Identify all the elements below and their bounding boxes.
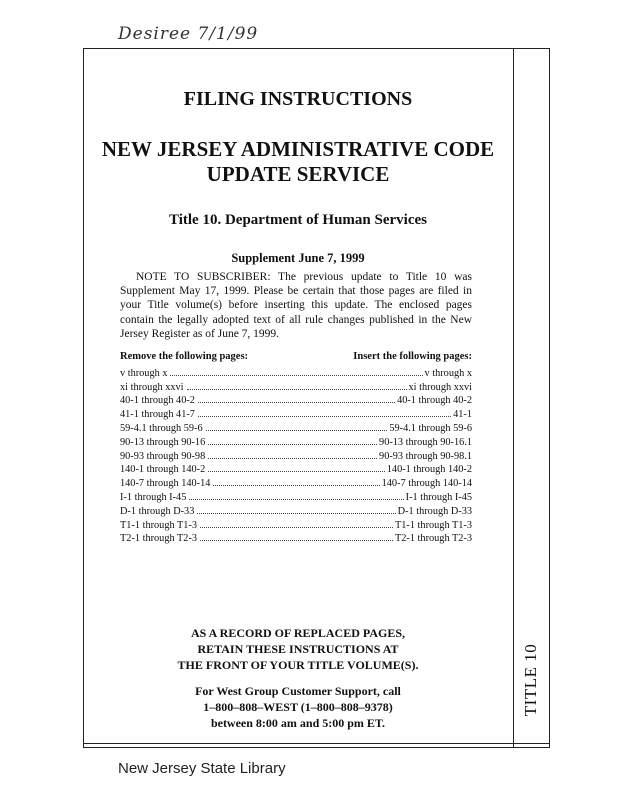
insert-range: I-1 through I-45: [405, 491, 472, 503]
table-row: [120, 517, 472, 531]
remove-header: Remove the following pages:: [120, 351, 249, 362]
remove-range: 140-1 through 140-2: [120, 464, 206, 476]
insert-range: 140-7 through 140-14: [381, 478, 472, 490]
subscriber-note: NOTE TO SUBSCRIBER: The previous update to Title 10 was Supplement May 17, 1999. Please be certain that those pages are filed in your Title volume(s) before inserting this update. The enclosed pages contain the legally adopted text of all rule changes published in the New Jersey Register as of June 7, 1999.: [120, 271, 472, 340]
table-row: [120, 420, 472, 434]
table-row: [120, 503, 472, 517]
insert-range: T1-1 through T1-3: [394, 519, 472, 531]
supplement-date: Supplement June 7, 1999: [231, 251, 365, 265]
page-title: FILING INSTRUCTIONS: [183, 88, 413, 110]
leader-dots: [208, 458, 377, 459]
table-row: [120, 406, 472, 420]
insert-range: 41-1: [453, 409, 472, 421]
insert-range: v through x: [424, 367, 472, 379]
leader-dots: [189, 499, 403, 500]
remove-range: 90-93 through 90-98: [120, 450, 206, 462]
leader-dots: [200, 527, 393, 528]
remove-range: 90-13 through 90-16: [120, 436, 206, 448]
insert-range: 90-13 through 90-16.1: [379, 436, 472, 448]
remove-range: T2-1 through T2-3: [120, 533, 198, 545]
insert-range: 140-1 through 140-2: [386, 464, 472, 476]
remove-range: 59-4.1 through 59-6: [120, 422, 203, 434]
leader-dots: [200, 540, 393, 541]
insert-range: 40-1 through 40-2: [397, 395, 472, 407]
table-row: [120, 462, 472, 476]
tab-divider: [513, 48, 514, 748]
table-row: [120, 448, 472, 462]
remove-range: 40-1 through 40-2: [120, 395, 195, 407]
remove-range: 140-7 through 140-14: [120, 478, 211, 490]
insert-range: xi through xxvi: [408, 381, 472, 393]
leader-dots: [187, 389, 407, 390]
table-row: [120, 393, 472, 407]
library-stamp: New Jersey State Library: [118, 760, 286, 777]
pages-table-header: [120, 351, 472, 362]
leader-dots: [198, 416, 451, 417]
insert-range: 90-93 through 90-98.1: [379, 450, 472, 462]
code-title-line-1: NEW JERSEY ADMINISTRATIVE CODE: [101, 137, 495, 161]
remove-range: 41-1 through 41-7: [120, 409, 195, 421]
leader-dots: [197, 513, 395, 514]
table-row: [120, 434, 472, 448]
support-hours: between 8:00 am and 5:00 pm ET.: [210, 716, 386, 730]
notice-line-1: AS A RECORD OF REPLACED PAGES,: [190, 626, 406, 640]
insert-range: T2-1 through T2-3: [394, 533, 472, 545]
department-title: Title 10. Department of Human Services: [168, 212, 428, 228]
leader-dots: [208, 471, 385, 472]
title-tab-label: TITLE 10: [521, 643, 540, 717]
remove-range: v through x: [120, 367, 168, 379]
customer-support: [83, 683, 513, 731]
pages-table: [120, 365, 472, 544]
leader-dots: [198, 402, 395, 403]
leader-dots: [208, 444, 377, 445]
notice-line-2: RETAIN THESE INSTRUCTIONS AT: [197, 642, 399, 656]
table-row: [120, 489, 472, 503]
leader-dots: [170, 375, 422, 376]
table-row: [120, 379, 472, 393]
notice-line-3: THE FRONT OF YOUR TITLE VOLUME(S).: [177, 658, 419, 672]
code-title-line-2: UPDATE SERVICE: [206, 162, 390, 186]
handwritten-note: Desiree 7/1/99: [118, 24, 259, 44]
leader-dots: [206, 430, 388, 431]
remove-range: xi through xxvi: [120, 381, 184, 393]
table-row: [120, 475, 472, 489]
insert-range: 59-4.1 through 59-6: [389, 422, 472, 434]
remove-range: I-1 through I-45: [120, 491, 187, 503]
support-phone: 1–800–808–WEST (1–800–808–9378): [203, 700, 393, 714]
table-row: [120, 365, 472, 379]
table-row: [120, 531, 472, 545]
support-line-1: For West Group Customer Support, call: [195, 684, 401, 698]
remove-range: D-1 through D-33: [120, 505, 195, 517]
code-title: [83, 137, 513, 187]
remove-range: T1-1 through T1-3: [120, 519, 198, 531]
insert-range: D-1 through D-33: [397, 505, 472, 517]
leader-dots: [213, 485, 379, 486]
frame-double-rule: [84, 743, 549, 744]
retain-notice: [83, 625, 513, 673]
insert-header: Insert the following pages:: [353, 351, 472, 362]
